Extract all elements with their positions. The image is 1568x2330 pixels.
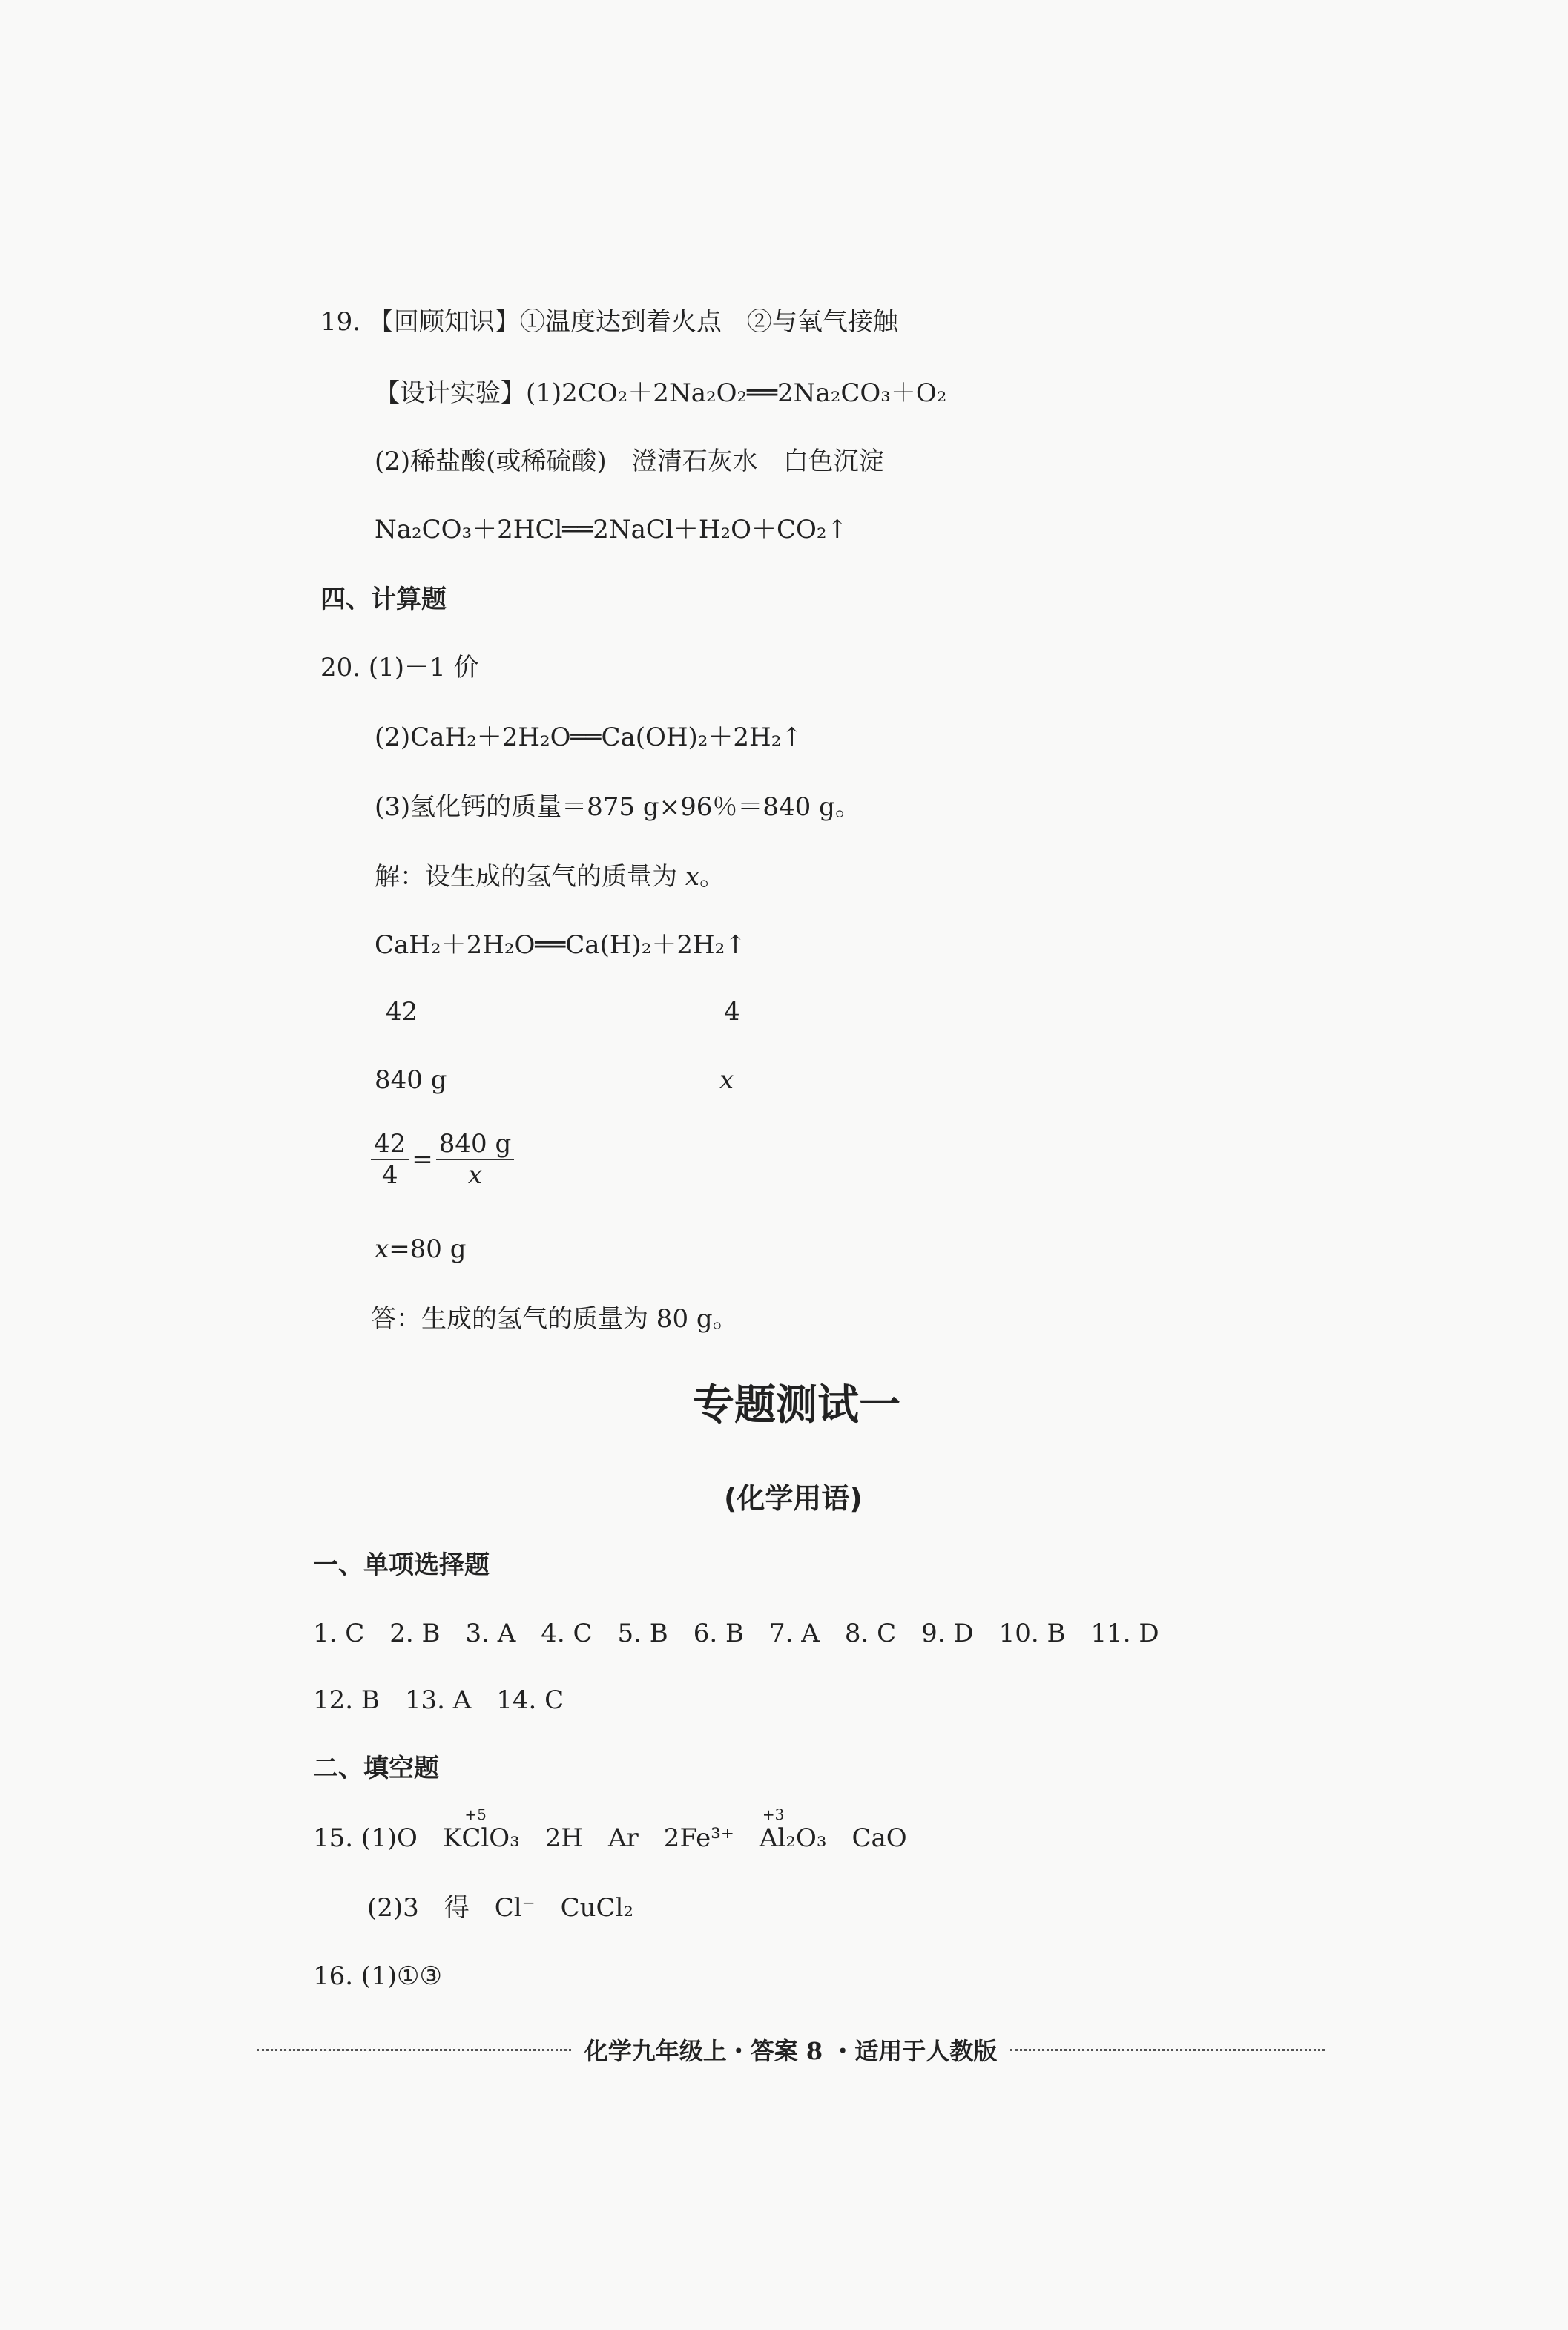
q20-equation: CaH₂＋2H₂O══Ca(H)₂＋2H₂↑: [375, 930, 746, 960]
page-subtitle: (化学用语): [724, 1482, 863, 1515]
q15-after-al: ₂O₃ CaO: [785, 1823, 907, 1853]
q20-variable-x: x: [685, 862, 699, 892]
mc-answers-line-2: 12. B 13. A 14. C: [313, 1685, 564, 1715]
q15-cl-valence: +5: [464, 1806, 487, 1823]
section-multiple-choice-heading: 一、单项选择题: [313, 1550, 490, 1580]
footer-text: 化学九年级上・答案 8 ・适用于人教版: [584, 2037, 998, 2065]
q20-fraction-right-num: 840 g: [438, 1129, 512, 1159]
q20-fraction-equals: =: [412, 1145, 433, 1174]
q15-al-symbol: Al: [759, 1823, 786, 1853]
q20-answer: 答：生成的氢气的质量为 80 g。: [371, 1304, 738, 1334]
q19-line-3: (2)稀盐酸(或稀硫酸) 澄清石灰水 白色沉淀: [375, 447, 884, 476]
q16-line-1: 16. (1)①③: [313, 1961, 443, 1991]
q20-given-mass: 840 g: [375, 1065, 447, 1095]
mc-answers-line-1: 1. C 2. B 3. A 4. C 5. B 6. B 7. A 8. C 9. D 10. B 11. D: [313, 1619, 1159, 1648]
q20-fraction-right-den: [465, 1160, 485, 1190]
footer-dots-right: [1010, 2049, 1325, 2051]
q20-fraction-left: [371, 1129, 409, 1190]
footer-dots-left: [257, 2049, 571, 2051]
section-fill-blank-heading: 二、填空题: [313, 1754, 439, 1783]
q20-solution-intro-end: 。: [699, 862, 725, 892]
q20-solution-intro: [375, 860, 725, 893]
q15-chlorine: [461, 1806, 490, 1855]
q20-result-value: =80 g: [389, 1234, 467, 1264]
q19-line-1: 19. 【回顾知识】①温度达到着火点 ②与氧气接触: [320, 307, 898, 337]
q19-line-2: 【设计实验】(1)2CO₂＋2Na₂O₂══2Na₂CO₃＋O₂: [375, 378, 947, 408]
q20-solution-intro-text: 解：设生成的氢气的质量为: [375, 862, 685, 892]
page-footer: [257, 2033, 1325, 2067]
q19-line-4: Na₂CO₃＋2HCl══2NaCl＋H₂O＋CO₂↑: [375, 515, 848, 544]
q20-proportion: [371, 1129, 514, 1190]
q15-line-2: (2)3 得 Cl⁻ CuCl₂: [367, 1893, 634, 1923]
q20-fraction-right: [436, 1129, 514, 1190]
q20-molar-mass-h2: 4: [724, 997, 740, 1027]
page-title: 专题测试一: [693, 1381, 900, 1429]
q20-fraction-left-num: 42: [374, 1129, 406, 1159]
q20-unknown-x: x: [719, 1065, 734, 1095]
q20-unknown-mass: [719, 1064, 734, 1096]
q15-aluminum: [759, 1806, 786, 1855]
q20-result-var: x: [375, 1234, 389, 1264]
q20-molar-mass-cah2: 42: [386, 997, 418, 1027]
q20-fraction-left-den: 4: [381, 1160, 398, 1190]
q20-fraction-right-x: x: [467, 1160, 483, 1190]
q15-cl-symbol: Cl: [461, 1823, 490, 1853]
section-calculation-heading: 四、计算题: [320, 585, 447, 614]
q20-line-1: 20. (1)－1 价: [320, 653, 479, 682]
q15-prefix: 15. (1)O K: [313, 1823, 462, 1853]
q20-line-2: (2)CaH₂＋2H₂O══Ca(OH)₂＋2H₂↑: [375, 723, 803, 752]
q20-result: [375, 1233, 467, 1266]
q15-after-cl: O₃ 2H Ar 2Fe³⁺: [489, 1823, 760, 1853]
q15-al-valence: +3: [762, 1806, 785, 1823]
q20-line-3: (3)氢化钙的质量＝875 g×96％＝840 g。: [375, 792, 860, 822]
q15-line-1: [313, 1806, 907, 1855]
